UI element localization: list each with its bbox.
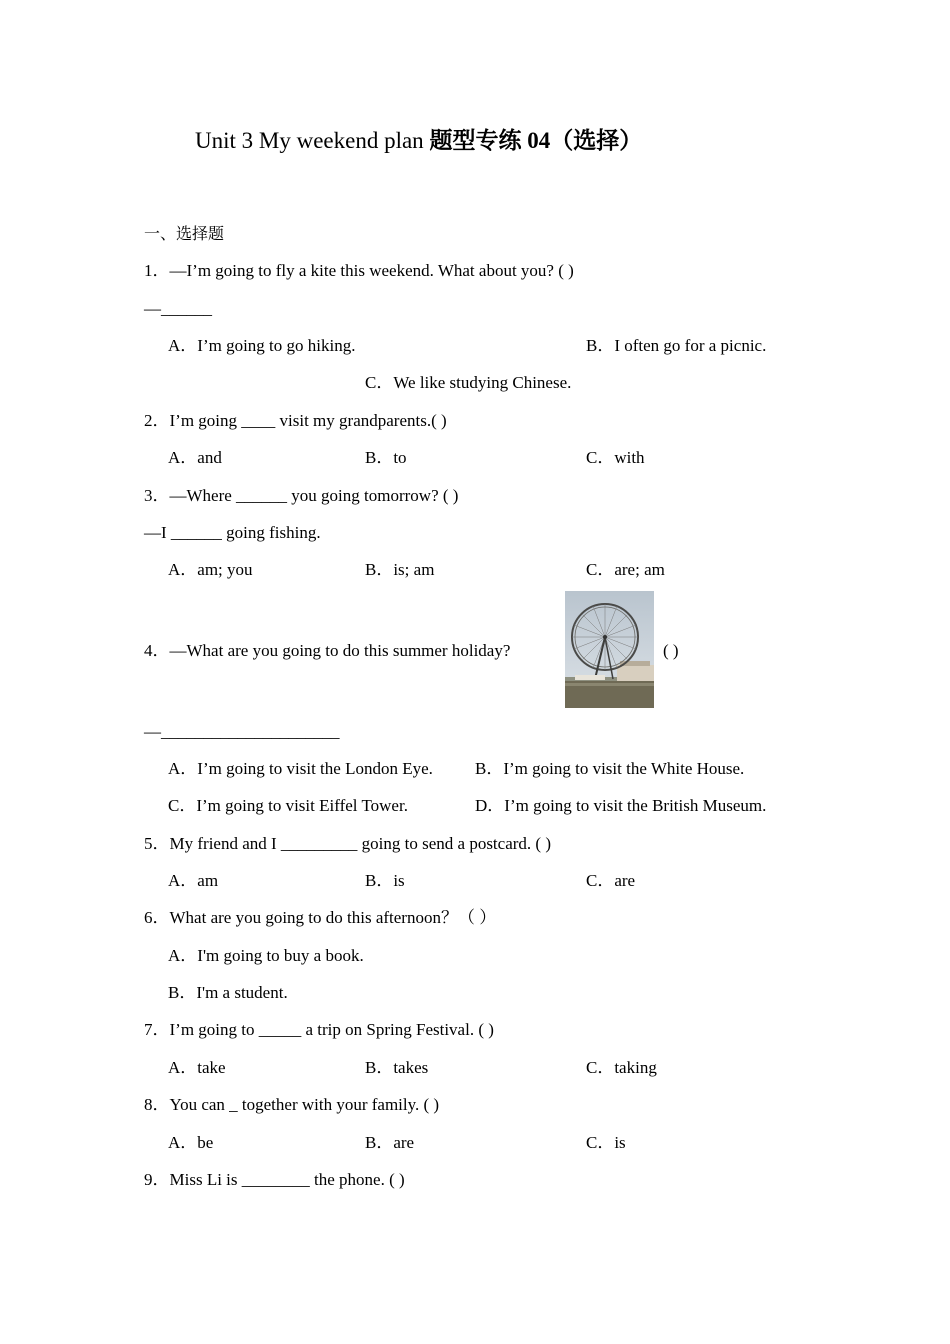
question-3-stem: 3．—Where ______ you going tomorrow? ( ) [144,486,459,505]
question-3-answer-line: —I ______ going fishing. [144,523,321,542]
question-7-option-b[interactable]: B．takes [365,1058,429,1077]
question-9-stem: 9．Miss Li is ________ the phone. ( ) [144,1170,405,1189]
question-3-option-a[interactable]: A．am; you [168,560,253,579]
question-4-option-d[interactable]: D．I’m going to visit the British Museum. [475,796,767,815]
question-2-option-a[interactable]: A．and [168,448,222,467]
question-6-option-a[interactable]: A．I'm going to buy a book. [168,946,364,965]
question-7-option-a[interactable]: A．take [168,1058,226,1077]
question-1-option-b[interactable]: B．I often go for a picnic. [586,336,767,355]
question-5-option-c[interactable]: C．are [586,871,636,890]
question-5-option-a[interactable]: A．am [168,871,219,890]
question-8-option-c[interactable]: C．is [586,1133,626,1152]
question-5-option-b[interactable]: B．is [365,871,405,890]
page-title-bold: 题型专练 04（选择） [429,128,643,153]
question-1-stem: 1．—I’m going to fly a kite this weekend. What about you? ( ) [144,261,574,280]
question-7-option-c[interactable]: C．taking [586,1058,657,1077]
question-2-option-b[interactable]: B．to [365,448,407,467]
page-title [195,127,642,155]
question-2-option-c[interactable]: C．with [586,448,645,467]
question-6-stem: 6．What are you going to do this afternoon？（ ） [144,908,497,927]
question-6-option-b[interactable]: B．I'm a student. [168,983,288,1002]
question-7-stem: 7．I’m going to _____ a trip on Spring Festival. ( ) [144,1020,494,1039]
question-4-option-b[interactable]: B．I’m going to visit the White House. [475,759,745,778]
question-1-answer-line: —______ [144,299,212,318]
question-4-option-c[interactable]: C．I’m going to visit Eiffel Tower. [168,796,408,815]
london-eye-photo [565,591,654,708]
question-1-option-a[interactable]: A．I’m going to go hiking. [168,336,356,355]
question-4-stem: 4．—What are you going to do this summer holiday? [144,641,511,660]
question-2-stem: 2．I’m going ____ visit my grandparents.( ) [144,411,447,430]
question-3-option-c[interactable]: C．are; am [586,560,665,579]
question-8-stem: 8．You can _ together with your family. ( ) [144,1095,440,1114]
question-8-option-a[interactable]: A．be [168,1133,214,1152]
ferris-wheel-photo-icon [565,591,654,708]
question-4-option-a[interactable]: A．I’m going to visit the London Eye. [168,759,433,778]
question-5-stem: 5．My friend and I _________ going to send a postcard. ( ) [144,834,551,853]
section-heading: 一、选择题 [144,224,225,243]
question-3-option-b[interactable]: B．is; am [365,560,435,579]
question-4-answer-line: —_____________________ [144,722,340,741]
question-1-option-c[interactable]: C．We like studying Chinese. [365,373,572,392]
question-4-paren: ( ) [663,641,679,660]
question-8-option-b[interactable]: B．are [365,1133,415,1152]
page-title-main: Unit 3 My weekend plan [195,128,430,153]
